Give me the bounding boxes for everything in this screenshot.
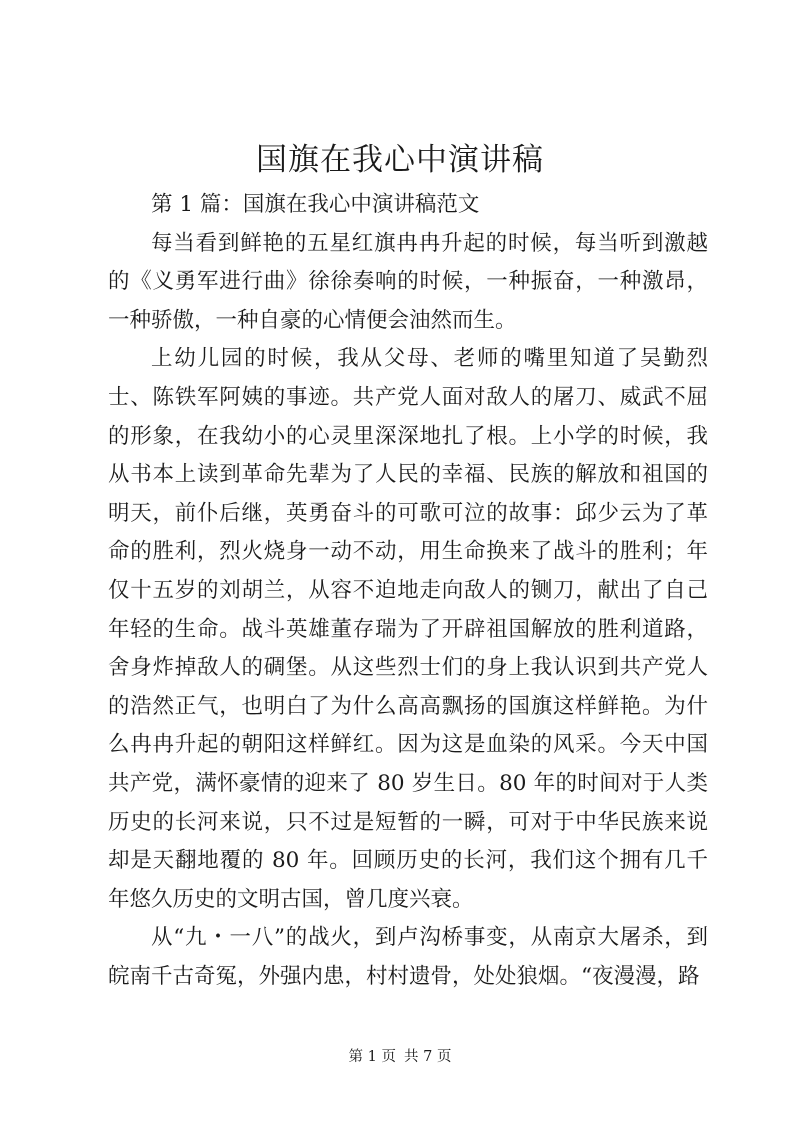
page-title: 国旗在我心中演讲稿 bbox=[256, 142, 544, 178]
page-total: 共 7 页 bbox=[404, 1049, 452, 1065]
paragraph-2: 上幼儿园的时候，我从父母、老师的嘴里知道了吴勤烈士、陈铁军阿姨的事迹。共产党人面对敌人的屠刀、威武不屈的形象，在我幼小的心灵里深深地扎了根。上小学的时候，我从书本上读到革命先辈为了人民的幸福、民族的解放和祖国的明天，前仆后继，英勇奋斗的可歌可泣的故事：邱少云为了革命的胜利，烈火烧身一动不动，用生命换来了战斗的胜利；年仅十五岁的刘胡兰，从容不迫地走向敌人的铡刀，献出了自己年轻的生命。战斗英雄董存瑞为了开辟祖国解放的胜利道路，舍身炸掉敌人的碉堡。从这些烈士们的身上我认识到共产党人的浩然正气，也明白了为什么高高飘扬的国旗这样鲜艳。为什么冉冉升起的朝阳这样鲜红。因为这是血染的风采。今天中国共产党，满怀豪情的迎来了 80 岁生日。80 年的时间对于人类历史的长河来说，只不过是短暂的一瞬，可对于中华民族来说却是天翻地覆的 80 年。回顾历史的长河，我们这个拥有几千年悠久历史的文明古国，曾几度兴衰。 bbox=[108, 346, 708, 912]
page-number: 第 1 页 bbox=[348, 1049, 396, 1065]
paragraph-3: 从“九・一八”的战火，到卢沟桥事变，从南京大屠杀，到皖南千古奇冤，外强内患，村村遗骨，处处狼烟。“夜漫漫，路 bbox=[108, 925, 708, 989]
paragraph-1: 每当看到鲜艳的五星红旗冉冉升起的时候，每当听到激越的《义勇军进行曲》徐徐奏响的时候，一种振奋，一种激昂，一种骄傲，一种自豪的心情便会油然而生。 bbox=[108, 230, 708, 333]
section-subheading: 第 1 篇：国旗在我心中演讲稿范文 bbox=[151, 192, 480, 217]
page-footer bbox=[0, 1047, 800, 1067]
document-body bbox=[108, 186, 708, 996]
